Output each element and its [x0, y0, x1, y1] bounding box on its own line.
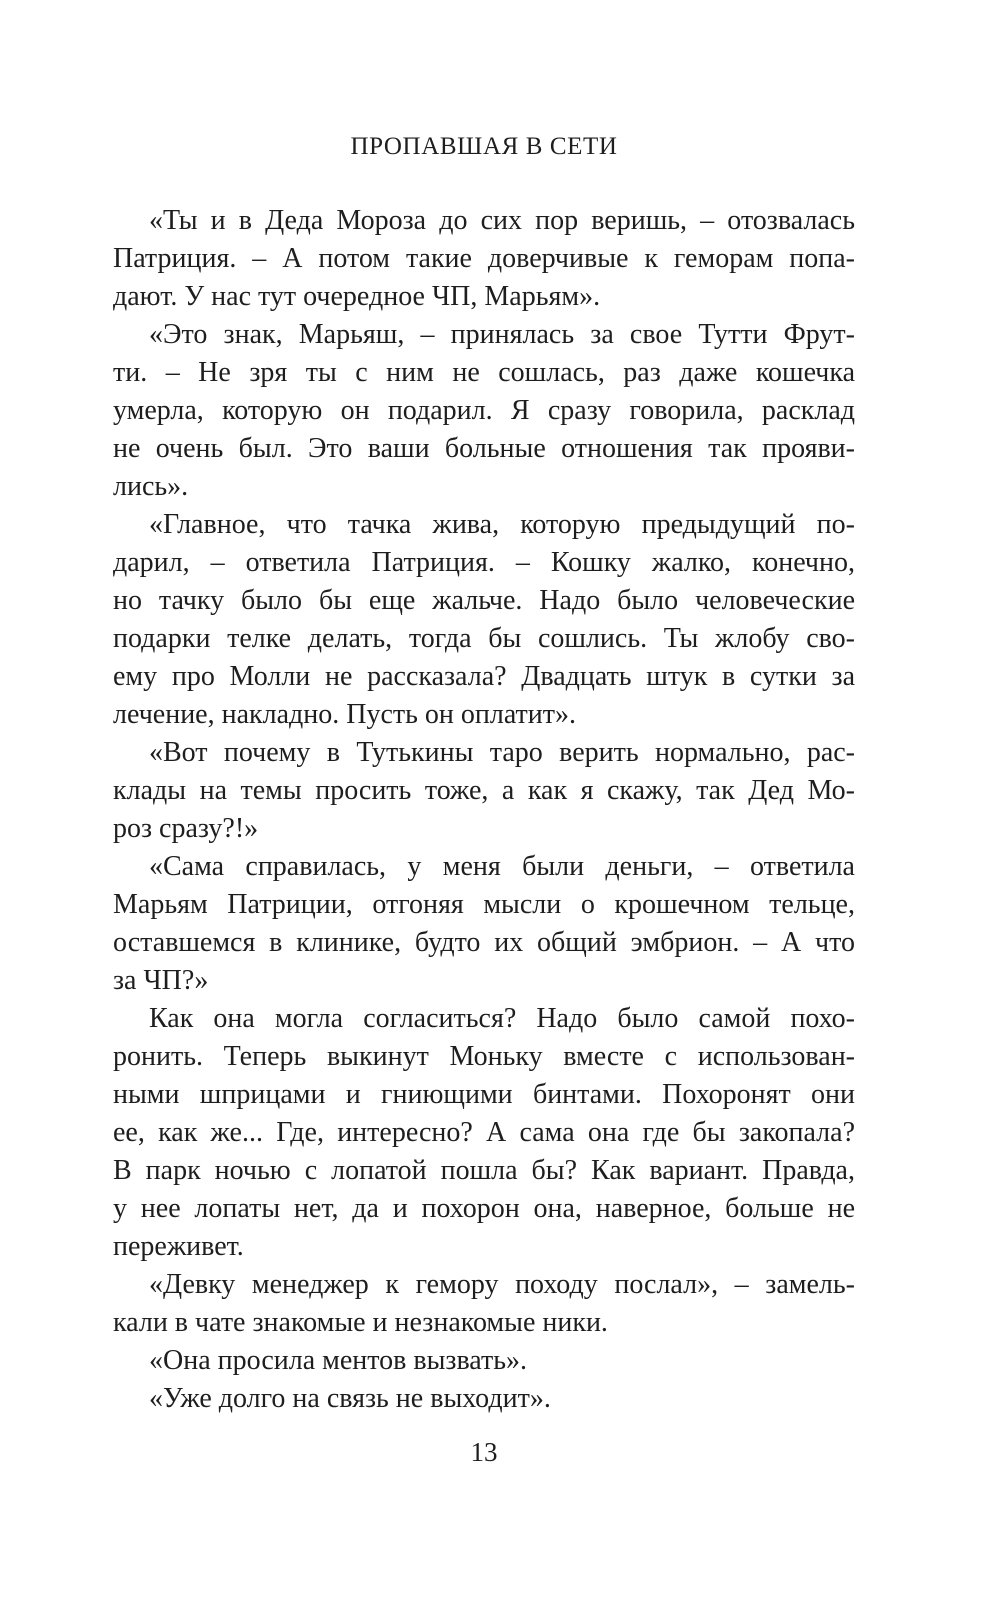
text-line: не очень был. Это ваши больные отношения так прояви-: [113, 433, 855, 464]
text-line: Марьям Патриции, отгоняя мысли о крошечном тельце,: [113, 889, 855, 920]
text-line: ронить. Теперь выкинут Моньку вместе с использован-: [113, 1041, 855, 1072]
paragraph: [113, 734, 855, 848]
text-line: роз сразу?!»: [113, 813, 259, 844]
paragraph: [113, 202, 855, 316]
text-line: «Главное, что тачка жива, которую предыдущий по-: [149, 509, 855, 540]
text-line: лись».: [113, 471, 189, 502]
text-line: ему про Молли не рассказала? Двадцать штук в сутки за: [113, 661, 855, 692]
paragraph: [113, 848, 855, 1000]
paragraph: [113, 1266, 855, 1342]
text-line: Как она могла согласиться? Надо было самой похо-: [149, 1003, 855, 1034]
text-line: у нее лопаты нет, да и похорон она, наверное, больше не: [113, 1193, 855, 1224]
paragraph: [113, 506, 855, 734]
page-number: 13: [470, 1437, 498, 1467]
text-line: «Девку менеджер к гемору походу послал», – замель-: [149, 1269, 855, 1300]
text-line: подарки телке делать, тогда бы сошлись. Ты жлобу сво-: [113, 623, 855, 654]
text-line: кали в чате знакомые и незнакомые ники.: [113, 1307, 608, 1338]
text-line: дают. У нас тут очередное ЧП, Марьям».: [113, 281, 601, 312]
text-line: ти. – Не зря ты с ним не сошлась, раз даже кошечка: [113, 357, 855, 388]
text-line: клады на темы просить тоже, а как я скажу, так Дед Мо-: [113, 775, 855, 806]
paragraph: [113, 1380, 855, 1418]
text-line: «Сама справилась, у меня были деньги, – ответила: [149, 851, 855, 882]
text-line: «Вот почему в Тутькины таро верить нормально, рас-: [149, 737, 855, 768]
paragraph: [113, 1000, 855, 1266]
text-line: «Она просила ментов вызвать».: [149, 1345, 527, 1376]
text-line: «Уже долго на связь не выходит».: [149, 1383, 551, 1414]
text-line: лечение, накладно. Пусть он оплатит».: [113, 699, 577, 730]
text-line: «Это знак, Марьяш, – принялась за свое Тутти Фрут-: [149, 319, 855, 350]
running-head: ПРОПАВШАЯ В СЕТИ: [350, 133, 618, 160]
paragraph: [113, 1342, 855, 1380]
text-line: Патриция. – А потом такие доверчивые к геморам попа-: [113, 243, 855, 274]
text-line: ными шприцами и гниющими бинтами. Похоронят они: [113, 1079, 855, 1110]
text-line: переживет.: [113, 1231, 244, 1262]
text-body: [113, 202, 855, 1418]
text-line: но тачку было бы еще жальче. Надо было человеческие: [113, 585, 855, 616]
text-line: за ЧП?»: [113, 965, 209, 996]
text-line: В парк ночью с лопатой пошла бы? Как вариант. Правда,: [113, 1155, 855, 1186]
text-line: дарил, – ответила Патриция. – Кошку жалко, конечно,: [113, 547, 855, 578]
text-line: оставшемся в клинике, будто их общий эмбрион. – А что: [113, 927, 855, 958]
paragraph: [113, 316, 855, 506]
book-page: [113, 0, 855, 1616]
text-line: ее, как же... Где, интересно? А сама она где бы закопала?: [113, 1117, 855, 1148]
text-line: «Ты и в Деда Мороза до сих пор веришь, – отозвалась: [149, 205, 855, 236]
text-line: умерла, которую он подарил. Я сразу говорила, расклад: [113, 395, 855, 426]
